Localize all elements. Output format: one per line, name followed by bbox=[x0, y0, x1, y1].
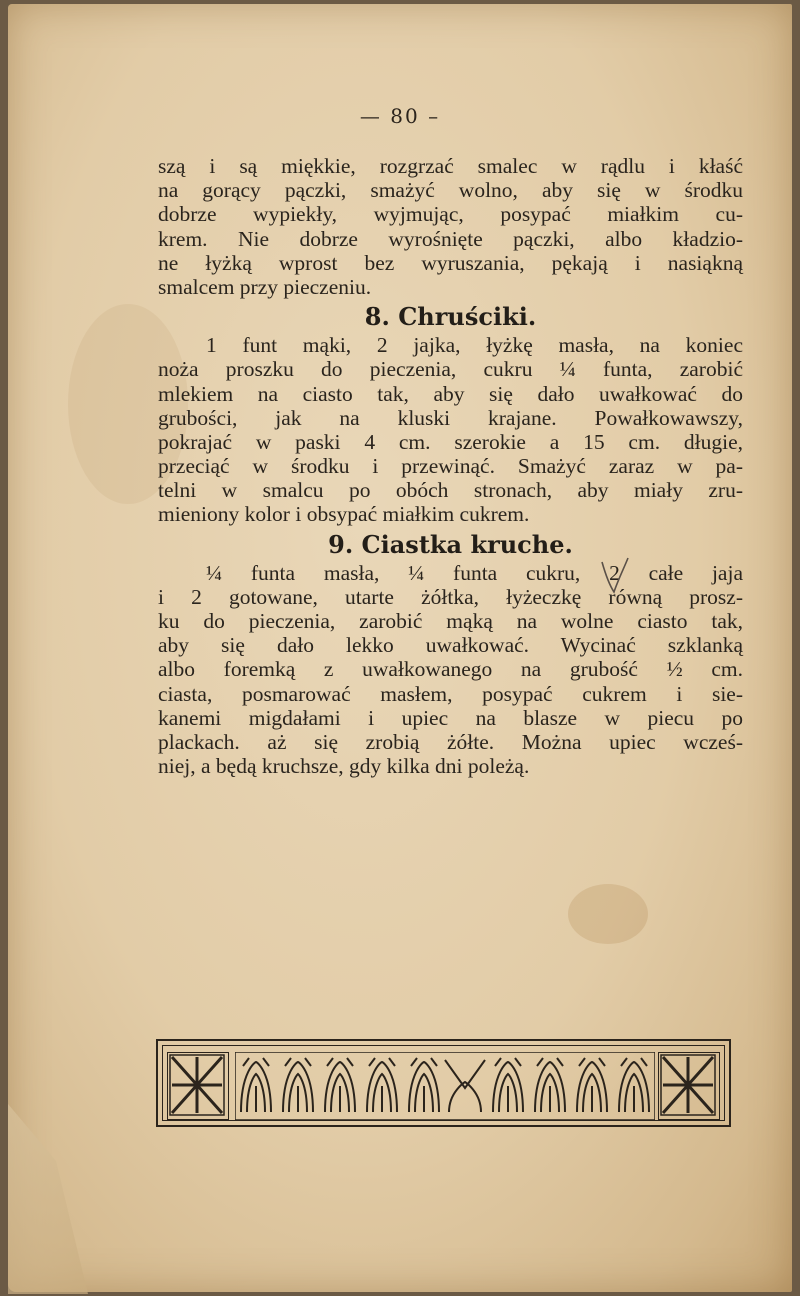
ornament-motif-row bbox=[235, 1052, 655, 1120]
text-line: albo foremką z uwałkowanego na grubość ½ cm. bbox=[158, 657, 743, 682]
text-line: ciasta, posmarować masłem, posypać cukrem i sie- bbox=[158, 681, 743, 706]
text-line: plackach. aż się zrobią żółte. Można upiec wcześ- bbox=[158, 729, 743, 754]
handwritten-check-mark bbox=[598, 556, 632, 596]
text-line: noża proszku do pieczenia, cukru ¼ funta, zarobić bbox=[158, 357, 743, 382]
lattice-icon bbox=[659, 1053, 717, 1117]
text-line: przeciąć w środku i przewinąć. Smażyć zaraz w pa- bbox=[158, 454, 743, 479]
ornament-end-right bbox=[658, 1052, 720, 1120]
text-line: telni w smalcu po obóch stronach, aby miały zru- bbox=[158, 478, 743, 503]
text-line: dobrze wypiekły, wyjmując, posypać miałkim cu- bbox=[158, 202, 743, 227]
text-line: mlekiem na ciasto tak, aby się dało uwałkować do bbox=[158, 381, 743, 406]
text-line: krem. Nie dobrze wyrośnięte pączki, albo kładzio- bbox=[158, 226, 743, 251]
text-line: ¼ funta masła, ¼ funta cukru, 2 całe jaja bbox=[206, 560, 743, 585]
ornament-end-left bbox=[167, 1052, 229, 1120]
paper-stain bbox=[568, 884, 648, 944]
ornament-frame bbox=[162, 1045, 725, 1121]
recipe-chrusciki bbox=[158, 333, 743, 527]
decorative-border-ornament bbox=[156, 1039, 731, 1127]
text-line: ne łyżką wprost bez wyruszania, pękają i nasiąkną bbox=[158, 250, 743, 275]
text-line: niej, a będą kruchsze, gdy kilka dni poleżą. bbox=[158, 754, 530, 779]
text-line: na gorący pączki, smażyć wolno, aby się w środku bbox=[158, 178, 743, 203]
text-line: pokrajać w paski 4 cm. szerokie a 15 cm. długie, bbox=[158, 429, 743, 454]
recipe-text bbox=[158, 154, 743, 778]
text-line: grubości, jak na kluski krajane. Powałkowawszy, bbox=[158, 405, 743, 430]
text-line: aby się dało lekko uwałkować. Wycinać szklanką bbox=[158, 633, 743, 658]
recipe-heading-chrusciki: 8. Chruściki. bbox=[364, 302, 537, 332]
lattice-icon bbox=[168, 1053, 226, 1117]
intro-paragraph bbox=[158, 154, 743, 299]
torn-corner bbox=[8, 1104, 88, 1294]
text-line: szą i są miękkie, rozgrzać smalec w rądlu i kłaść bbox=[158, 154, 743, 178]
text-line: i 2 gotowane, utarte żółtka, łyżeczkę równą prosz- bbox=[158, 584, 743, 609]
book-page bbox=[8, 4, 792, 1292]
page-number: — 80 – bbox=[359, 104, 441, 128]
text-line: kanemi migdałami i upiec na blasze w piecu po bbox=[158, 705, 743, 730]
text-line: 1 funt mąki, 2 jajka, łyżkę masła, na koniec bbox=[206, 333, 743, 358]
text-line: smalcem przy pieczeniu. bbox=[158, 274, 372, 299]
recipe-ciastka-kruche bbox=[158, 561, 743, 779]
recipe-heading-ciastka-kruche: 9. Ciastka kruche. bbox=[328, 529, 573, 559]
text-line: ku do pieczenia, zarobić mąką na wolne ciasto tak, bbox=[158, 609, 743, 633]
text-line: mieniony kolor i obsypać miałkim cukrem. bbox=[158, 502, 530, 527]
